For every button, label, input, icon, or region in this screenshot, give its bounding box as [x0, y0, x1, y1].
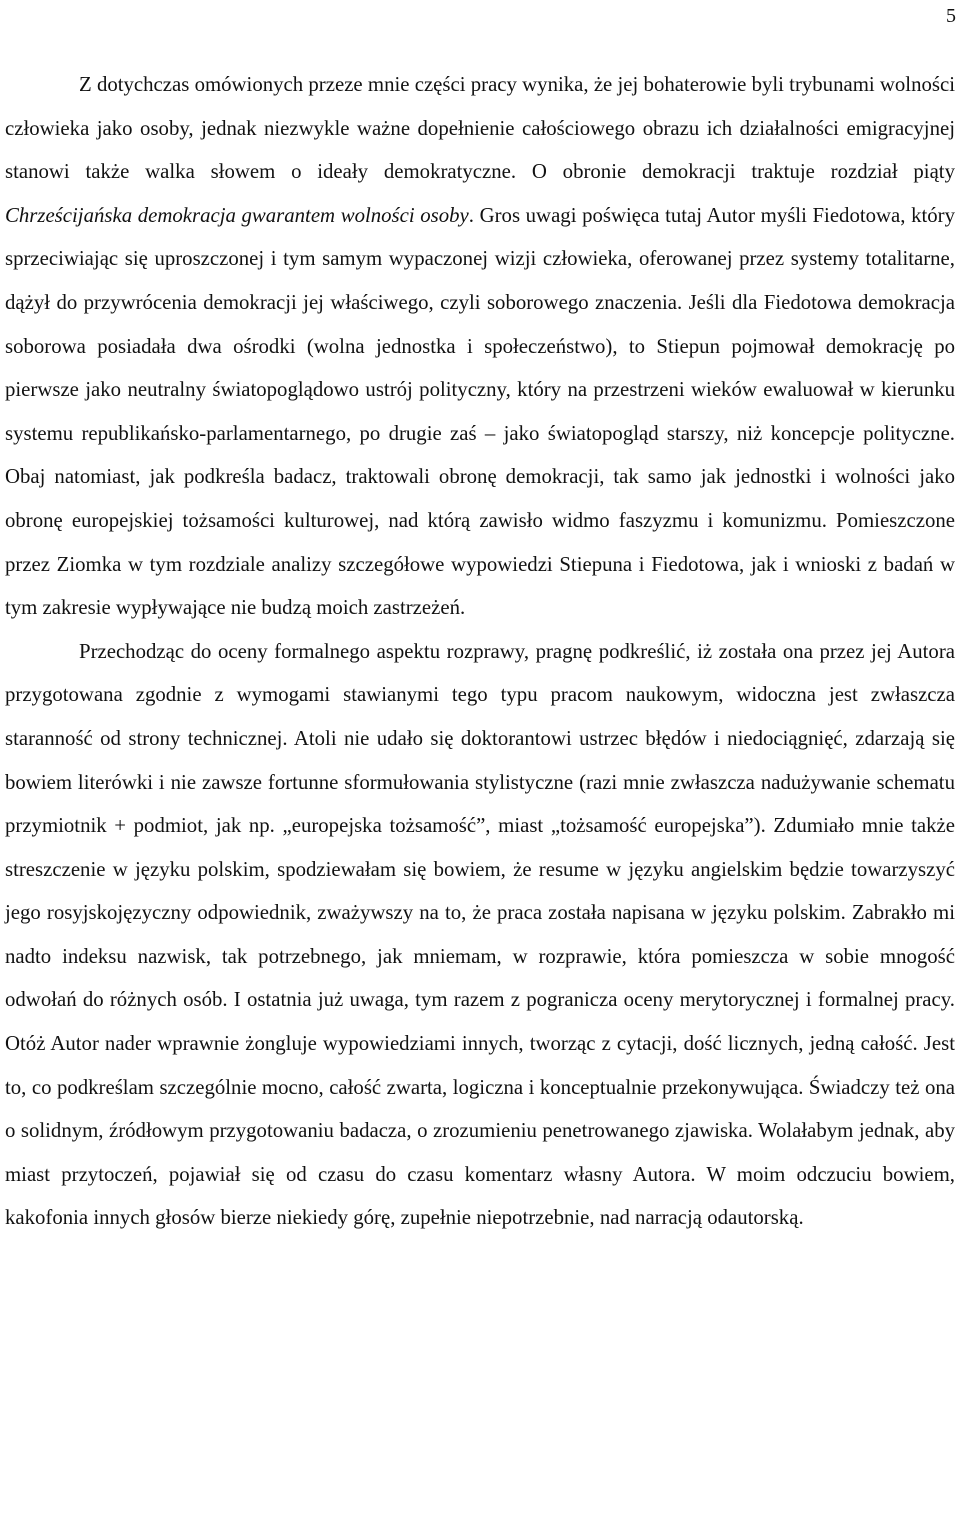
paragraph-2-text: Przechodząc do oceny formalnego aspektu rozprawy, pragnę podkreślić, iż została ona przez jej Autora przygotowana zgodnie z wymogami stawianymi tego typu pracom naukowym, widoczna jest zwłaszcza staranność od strony technicznej. Atoli nie udało się doktorantowi ustrzec błędów i niedociągnięć, zdarzają się bowiem literówki i nie zawsze fortunne sformułowania stylistyczne (razi mnie zwłaszcza nadużywanie schematu przymiotnik + podmiot, jak np. „europejska tożsamość”, miast „tożsamość europejska”). Zdumiało mnie także streszczenie w języku polskim, spodziewałam się bowiem, że resume w języku angielskim będzie towarzyszyć jego rosyjskojęzyczny odpowiednik, zważywszy na to, że praca została napisana w języku polskim. Zabrakło mi nadto indeksu nazwisk, tak potrzebnego, jak mniemam, w rozprawie, która pomieszcza w sobie mnogość odwołań do różnych osób. I ostatnia już uwaga, tym razem z pogranicza oceny merytorycznej i formalnej pracy. Otóż Autor nader wprawnie żongluje wypowiedziami innych, tworząc z cytacji, dość licznych, jedną całość. Jest to, co podkreślam szczególnie mocno, całość zwarta, logiczna i konceptualnie przekonywująca. Świadczy też ona o solidnym, źródłowym przygotowaniu badacza, o zrozumieniu penetrowanego zjawiska. Wolałabym jednak, aby miast przytoczeń, pojawiał się od czasu do czasu komentarz własny Autora. W moim odczuciu bowiem, kakofonia innych głosów bierze niekiedy górę, zupełnie niepotrzebnie, nad narracją odautorską.: [5, 639, 955, 1230]
chapter-title-italic: Chrześcijańska demokracja gwarantem wolności osoby: [5, 203, 469, 227]
paragraph-1-text-start: Z dotychczas omówionych przeze mnie części pracy wynika, że jej bohaterowie byli trybunami wolności człowieka jako osoby, jednak niezwykle ważne dopełnienie całościowego obrazu ich działalności emigracyjnej stanowi także walka słowem o ideały demokratyczne. O obronie demokracji traktuje rozdział piąty: [5, 73, 955, 184]
page-number: 5: [946, 5, 956, 27]
body-text: [5, 63, 955, 1240]
paragraph-1: [5, 63, 955, 630]
paragraph-2: [5, 630, 955, 1240]
paragraph-1-text-end: . Gros uwagi poświęca tutaj Autor myśli Fiedotowa, który sprzeciwiając się uproszczonej i tym samym wypaczonej wizji człowieka, oferowanej przez systemy totalitarne, dążył do przywrócenia demokracji jej właściwego, czyli soborowego znaczenia. Jeśli dla Fiedotowa demokracja soborowa posiadała dwa ośrodki (wolna jednostka i społeczeństwo), to Stiepun pojmował demokrację po pierwsze jako neutralny światopoglądowo ustrój polityczny, który na przestrzeni wieków ewaluował w kierunku systemu republikańsko-parlamentarnego, po drugie zaś – jako światopogląd starszy, niż koncepcje polityczne. Obaj natomiast, jak podkreśla badacz, traktowali obronę demokracji, tak samo jak jednostki i wolności jako obronę europejskiej tożsamości kulturowej, nad którą zawisło widmo faszyzmu i komunizmu. Pomieszczone przez Ziomka w tym rozdziale analizy szczegółowe wypowiedzi Stiepuna i Fiedotowa, jak i wnioski z badań w tym zakresie wypływające nie budzą moich zastrzeżeń.: [5, 203, 955, 620]
